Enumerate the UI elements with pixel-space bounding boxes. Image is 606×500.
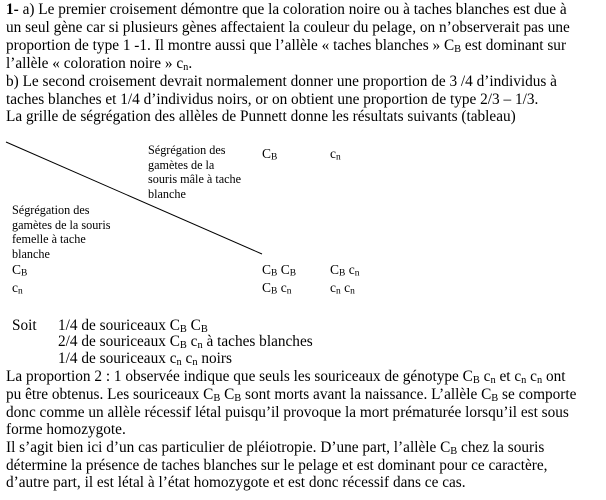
soit-line-2: 2/4 de souriceaux $C_B$ $c_n$ à taches blanches xyxy=(58,333,313,351)
intro-line-4: l’allèle « coloration noire » $c_n$. xyxy=(6,55,193,73)
cell-cb-cb: $C_B$ $C_B$ xyxy=(262,262,296,279)
conclusion-line-5: Il s’agit bien ici d’un cas particulier de pléiotropie. D’une part, l’allèle $C_B$ chez la souris xyxy=(6,439,545,457)
soit-line-1: 1/4 de souriceaux $C_B$ $C_B$ xyxy=(58,317,208,335)
conclusion-line-6: détermine la présence de taches blanches sur le pelage et est dominant pour ce caractère, xyxy=(6,457,548,474)
cell-cn-cb: $C_B$ $c_n$ xyxy=(262,280,292,297)
soit-line-3: 1/4 de souriceaux $c_n$ $c_n$ noirs xyxy=(58,350,232,368)
row-header-cn: $c_n$ xyxy=(12,280,23,297)
conclusion-line-1: La proportion 2 : 1 observée indique que seuls les souriceaux de génotype $C_B$ $c_n$ et $c_n$ $c_n$ ont xyxy=(6,368,566,386)
intro-line-2: un seul gène car si plusieurs gènes affectaient la couleur du pelage, on n’observerait pas une xyxy=(6,19,570,36)
male-gametes-label: Ségrégation des gamètes de la souris mâle à tache blanche xyxy=(148,143,242,201)
intro-line-5: b) Le second croisement devrait normalement donner une proportion de 3 /4 d’individus à xyxy=(6,73,557,90)
soit-word: Soit xyxy=(12,317,37,334)
conclusion-line-2: pu être obtenus. Les souriceaux $C_B$ $C_B$ sont morts avant la naissance. L’allèle $C_B$ se comporte xyxy=(6,386,577,404)
conclusion-line-3: donc comme un allèle récessif létal puisqu’il provoque la mort prématurée lorsqu’il est sous xyxy=(6,404,569,421)
cell-cn-cn: $c_n$ $c_n$ xyxy=(330,280,355,297)
intro-line-6: taches blanches et 1/4 d’individus noirs, or on obtient une proportion de type 2/3 – 1/3. xyxy=(6,91,539,108)
intro-line-3: proportion de type 1 -1. Il montre aussi que l’allèle « taches blanches » $C_B$ est dominant sur xyxy=(6,37,567,55)
conclusion-line-7: d’autre part, il est létal à l’état homozygote et est donc récessif dans ce cas. xyxy=(6,474,466,491)
column-header-cn: $c_n$ xyxy=(330,146,341,163)
conclusion-line-4: forme homozygote. xyxy=(6,421,126,438)
cell-cb-cn: $C_B$ $c_n$ xyxy=(330,262,360,279)
column-header-cb: $C_B$ xyxy=(262,146,278,163)
row-header-cb: $C_B$ xyxy=(12,262,28,279)
intro-line-1: 1- a) Le premier croisement démontre que la coloration noire ou à taches blanches est due à xyxy=(6,1,567,18)
female-gametes-label: Ségrégation des gamètes de la souris femelle à tache blanche xyxy=(12,203,111,261)
intro-line-7: La grille de ségrégation des allèles de Punnett donne les résultats suivants (tableau) xyxy=(6,108,516,125)
